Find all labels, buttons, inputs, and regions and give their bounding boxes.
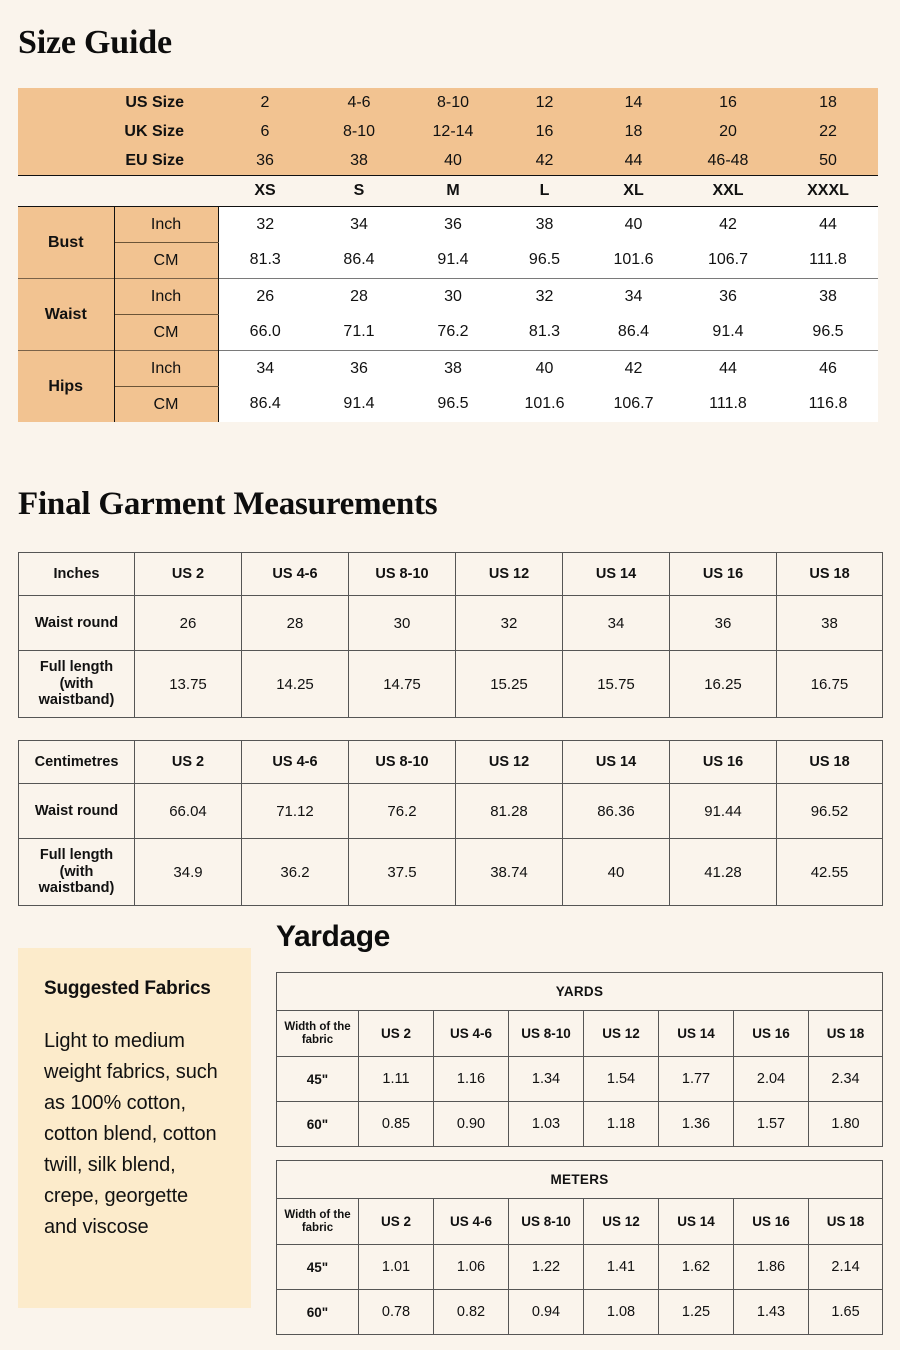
row-label: 60" <box>277 1290 359 1335</box>
column-header: US 14 <box>563 553 670 596</box>
cell: 40 <box>406 146 500 176</box>
cell: 22 <box>778 117 878 146</box>
cell: 1.62 <box>659 1245 734 1290</box>
suggested-fabrics-title: Suggested Fabrics <box>44 978 211 999</box>
column-header: US 16 <box>734 1199 809 1245</box>
cell: 38.74 <box>456 839 563 906</box>
table-row-waist-inch <box>18 279 878 315</box>
cell: 4-6 <box>312 88 406 117</box>
column-header: US 2 <box>359 1199 434 1245</box>
column-header: US 12 <box>456 553 563 596</box>
column-header: US 16 <box>670 553 777 596</box>
column-header: US 14 <box>659 1011 734 1057</box>
cell: 46 <box>778 351 878 387</box>
yardage-yards-table <box>276 972 883 1147</box>
cell: 1.06 <box>434 1245 509 1290</box>
cell: 1.03 <box>509 1102 584 1147</box>
table-row-bust-cm <box>18 243 878 279</box>
table-row-60-inch <box>277 1290 883 1335</box>
cell: 1.80 <box>809 1102 883 1147</box>
unit-label-inch: Inch <box>114 279 218 315</box>
cell: 1.25 <box>659 1290 734 1335</box>
cell: 91.4 <box>312 387 406 423</box>
cell: 0.78 <box>359 1290 434 1335</box>
table-row-waist-cm <box>18 315 878 351</box>
cell: 40 <box>589 207 678 243</box>
table-row-45-inch <box>277 1245 883 1290</box>
table-caption-row <box>277 1161 883 1199</box>
cell: 34 <box>589 279 678 315</box>
cell: 1.08 <box>584 1290 659 1335</box>
column-header: US 2 <box>359 1011 434 1057</box>
suggested-fabrics-body: Light to medium weight fabrics, such as 100% cotton, cotton blend, cotton twill, silk blend, crepe, georgette and viscose <box>44 1030 218 1238</box>
cell: 36 <box>670 596 777 651</box>
letter-size-header: S <box>312 176 406 207</box>
cell: 46-48 <box>678 146 778 176</box>
cell: 40 <box>500 351 589 387</box>
table-header-row <box>277 1199 883 1245</box>
table-row-uk-size <box>18 117 878 146</box>
cell: 30 <box>406 279 500 315</box>
column-header: US 8-10 <box>349 553 456 596</box>
cell: 86.4 <box>312 243 406 279</box>
letter-size-header: L <box>500 176 589 207</box>
cell: 38 <box>777 596 883 651</box>
table-header-row <box>19 741 883 784</box>
cell: 86.4 <box>218 387 312 423</box>
cell: 81.3 <box>500 315 589 351</box>
cell: 1.16 <box>434 1057 509 1102</box>
cell: 38 <box>778 279 878 315</box>
final-garment-centimetres-table <box>18 740 883 906</box>
cell: 116.8 <box>778 387 878 423</box>
cell: 32 <box>456 596 563 651</box>
cell: 81.28 <box>456 784 563 839</box>
cell: 13.75 <box>135 651 242 718</box>
cell: 26 <box>218 279 312 315</box>
table-caption-yards: YARDS <box>277 973 883 1011</box>
column-header: US 16 <box>734 1011 809 1057</box>
cell: 36 <box>406 207 500 243</box>
page-title-yardage: Yardage <box>276 920 390 953</box>
cell: 32 <box>218 207 312 243</box>
page-title-final-garment: Final Garment Measurements <box>18 486 438 522</box>
cell: 0.85 <box>359 1102 434 1147</box>
table-row-full-length <box>19 839 883 906</box>
cell: 106.7 <box>678 243 778 279</box>
column-header: US 8-10 <box>509 1199 584 1245</box>
table-caption-meters: METERS <box>277 1161 883 1199</box>
column-header: US 12 <box>584 1199 659 1245</box>
unit-label-centimetres: Centimetres <box>19 741 135 784</box>
unit-label-cm: CM <box>114 387 218 423</box>
cell: 36 <box>312 351 406 387</box>
letter-size-header: XL <box>589 176 678 207</box>
cell: 1.65 <box>809 1290 883 1335</box>
measurement-label-hips: Hips <box>18 351 114 423</box>
letter-size-header: M <box>406 176 500 207</box>
column-header: US 2 <box>135 741 242 784</box>
cell: 15.75 <box>563 651 670 718</box>
column-header: US 2 <box>135 553 242 596</box>
cell: 16 <box>500 117 589 146</box>
corner-header-width-of-fabric: Width of the fabric <box>277 1011 359 1057</box>
table-row-45-inch <box>277 1057 883 1102</box>
unit-label-cm: CM <box>114 315 218 351</box>
cell: 101.6 <box>500 387 589 423</box>
cell: 40 <box>563 839 670 906</box>
cell: 76.2 <box>406 315 500 351</box>
cell: 111.8 <box>678 387 778 423</box>
cell: 15.25 <box>456 651 563 718</box>
cell: 14.25 <box>242 651 349 718</box>
cell: 2.04 <box>734 1057 809 1102</box>
table-caption-row <box>277 973 883 1011</box>
cell: 44 <box>678 351 778 387</box>
cell: 12 <box>500 88 589 117</box>
column-header: US 4-6 <box>434 1011 509 1057</box>
row-label: 45" <box>277 1245 359 1290</box>
size-guide-table <box>18 88 878 422</box>
cell: 0.94 <box>509 1290 584 1335</box>
cell: 91.44 <box>670 784 777 839</box>
cell: 86.36 <box>563 784 670 839</box>
table-row-bust-inch <box>18 207 878 243</box>
cell: 30 <box>349 596 456 651</box>
cell: 42.55 <box>777 839 883 906</box>
cell: 1.77 <box>659 1057 734 1102</box>
cell: 42 <box>678 207 778 243</box>
cell: 20 <box>678 117 778 146</box>
yardage-meters-table <box>276 1160 883 1335</box>
cell: 36.2 <box>242 839 349 906</box>
unit-label-inch: Inch <box>114 351 218 387</box>
cell: 101.6 <box>589 243 678 279</box>
cell: 1.36 <box>659 1102 734 1147</box>
cell: 18 <box>589 117 678 146</box>
row-label-eu-size: EU Size <box>18 146 218 176</box>
cell: 1.41 <box>584 1245 659 1290</box>
table-row-us-size <box>18 88 878 117</box>
letter-size-header: XXXL <box>778 176 878 207</box>
column-header: US 8-10 <box>349 741 456 784</box>
cell: 96.52 <box>777 784 883 839</box>
table-header-row <box>19 553 883 596</box>
cell: 8-10 <box>312 117 406 146</box>
column-header: US 18 <box>809 1011 883 1057</box>
row-label: Waist round <box>19 596 135 651</box>
cell: 18 <box>778 88 878 117</box>
cell: 66.04 <box>135 784 242 839</box>
cell: 2.34 <box>809 1057 883 1102</box>
row-label-uk-size: UK Size <box>18 117 218 146</box>
cell: 14 <box>589 88 678 117</box>
table-row-full-length <box>19 651 883 718</box>
cell: 0.82 <box>434 1290 509 1335</box>
row-label: Waist round <box>19 784 135 839</box>
cell: 41.28 <box>670 839 777 906</box>
cell: 1.54 <box>584 1057 659 1102</box>
cell: 36 <box>218 146 312 176</box>
cell: 16.25 <box>670 651 777 718</box>
cell: 42 <box>500 146 589 176</box>
cell: 16.75 <box>777 651 883 718</box>
column-header: US 4-6 <box>242 741 349 784</box>
cell: 34 <box>312 207 406 243</box>
row-label: 45" <box>277 1057 359 1102</box>
row-label: Full length (with waistband) <box>19 839 135 906</box>
cell: 44 <box>589 146 678 176</box>
cell: 50 <box>778 146 878 176</box>
cell: 71.1 <box>312 315 406 351</box>
cell: 0.90 <box>434 1102 509 1147</box>
letter-sizes-blank-corner <box>18 176 218 207</box>
column-header: US 14 <box>659 1199 734 1245</box>
cell: 2.14 <box>809 1245 883 1290</box>
table-header-row <box>277 1011 883 1057</box>
cell: 86.4 <box>589 315 678 351</box>
cell: 44 <box>778 207 878 243</box>
unit-label-inches: Inches <box>19 553 135 596</box>
table-row-letter-sizes <box>18 176 878 207</box>
final-garment-inches-table <box>18 552 883 718</box>
suggested-fabrics-panel <box>18 948 251 1308</box>
cell: 81.3 <box>218 243 312 279</box>
measurement-label-bust: Bust <box>18 207 114 279</box>
cell: 1.01 <box>359 1245 434 1290</box>
cell: 38 <box>500 207 589 243</box>
column-header: US 12 <box>584 1011 659 1057</box>
column-header: US 18 <box>777 553 883 596</box>
cell: 34 <box>218 351 312 387</box>
cell: 32 <box>500 279 589 315</box>
column-header: US 4-6 <box>242 553 349 596</box>
unit-label-cm: CM <box>114 243 218 279</box>
cell: 91.4 <box>406 243 500 279</box>
cell: 28 <box>242 596 349 651</box>
cell: 2 <box>218 88 312 117</box>
unit-label-inch: Inch <box>114 207 218 243</box>
cell: 1.57 <box>734 1102 809 1147</box>
column-header: US 14 <box>563 741 670 784</box>
cell: 71.12 <box>242 784 349 839</box>
table-row-waist-round <box>19 784 883 839</box>
cell: 1.34 <box>509 1057 584 1102</box>
cell: 91.4 <box>678 315 778 351</box>
cell: 1.86 <box>734 1245 809 1290</box>
cell: 38 <box>406 351 500 387</box>
table-row-hips-inch <box>18 351 878 387</box>
table-row-waist-round <box>19 596 883 651</box>
cell: 96.5 <box>500 243 589 279</box>
corner-header-width-of-fabric: Width of the fabric <box>277 1199 359 1245</box>
cell: 12-14 <box>406 117 500 146</box>
table-row-60-inch <box>277 1102 883 1147</box>
cell: 38 <box>312 146 406 176</box>
page-title-size-guide: Size Guide <box>18 24 172 61</box>
cell: 111.8 <box>778 243 878 279</box>
cell: 6 <box>218 117 312 146</box>
column-header: US 18 <box>777 741 883 784</box>
column-header: US 12 <box>456 741 563 784</box>
cell: 66.0 <box>218 315 312 351</box>
table-row-hips-cm <box>18 387 878 423</box>
cell: 8-10 <box>406 88 500 117</box>
letter-size-header: XS <box>218 176 312 207</box>
cell: 76.2 <box>349 784 456 839</box>
cell: 37.5 <box>349 839 456 906</box>
cell: 34 <box>563 596 670 651</box>
cell: 106.7 <box>589 387 678 423</box>
cell: 28 <box>312 279 406 315</box>
cell: 1.18 <box>584 1102 659 1147</box>
cell: 16 <box>678 88 778 117</box>
cell: 1.43 <box>734 1290 809 1335</box>
column-header: US 18 <box>809 1199 883 1245</box>
cell: 36 <box>678 279 778 315</box>
letter-size-header: XXL <box>678 176 778 207</box>
cell: 34.9 <box>135 839 242 906</box>
cell: 26 <box>135 596 242 651</box>
row-label-us-size: US Size <box>18 88 218 117</box>
column-header: US 16 <box>670 741 777 784</box>
cell: 96.5 <box>406 387 500 423</box>
table-row-eu-size <box>18 146 878 176</box>
cell: 14.75 <box>349 651 456 718</box>
column-header: US 4-6 <box>434 1199 509 1245</box>
row-label: Full length (with waistband) <box>19 651 135 718</box>
cell: 96.5 <box>778 315 878 351</box>
cell: 1.22 <box>509 1245 584 1290</box>
cell: 1.11 <box>359 1057 434 1102</box>
row-label: 60" <box>277 1102 359 1147</box>
column-header: US 8-10 <box>509 1011 584 1057</box>
measurement-label-waist: Waist <box>18 279 114 351</box>
cell: 42 <box>589 351 678 387</box>
